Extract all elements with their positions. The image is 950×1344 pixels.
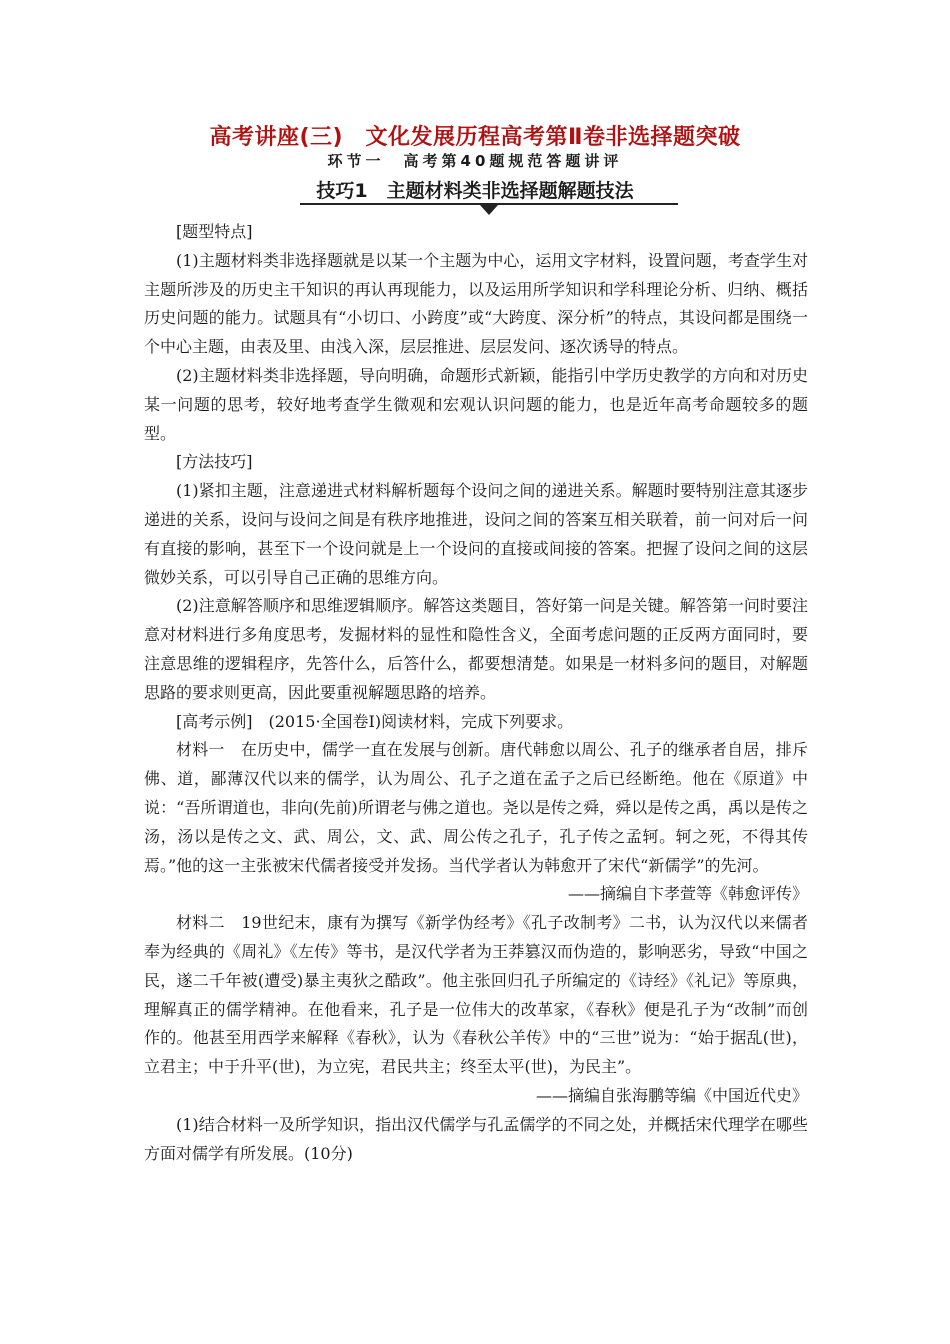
section-subtitle: 环节一 高考第40题规范答题讲评	[327, 152, 623, 170]
question-one: (1)结合材料一及所学知识，指出汉代儒学与孔孟儒学的不同之处，并概括宋代理学在哪些方面对儒学有所发展。(10分)	[144, 1114, 808, 1163]
material-one: 材料一 在历史中，儒学一直在发展与创新。唐代韩愈以周公、孔子的继承者自居，排斥佛、道，鄙薄汉代以来的儒学，认为周公、孔子之道在孟子之后已经断绝。他在《原道》中说：“吾所谓道也，非向(先前)所谓老与佛之道也。尧以是传之舜，舜以是传之禹，禹以是传之汤，汤以是传之文、武、周公，文、武、周公传之孔子，孔子传之孟轲。轲之死，不得其传焉。”他的这一主张被宋代儒者接受并发扬。当代学者认为韩愈开了宋代“新儒学”的先河。	[144, 740, 808, 875]
methods-paragraph-1: (1)紧扣主题，注意递进式材料解析题每个设问之间的递进关系。解题时要特别注意其逐步递进的关系，设问与设问之间是有秩序地推进，设问之间的答案互相关联着，前一问对后一问有直接的影响，甚至下一个设问就是上一个设问的直接或间接的答案。把握了设问之间的这层微妙关系，可以引导自己正确的思维方向。	[144, 481, 808, 587]
lecture-title: 高考讲座(三) 文化发展历程高考第Ⅱ卷非选择题突破	[209, 125, 741, 150]
features-heading: [题型特点]	[176, 222, 253, 241]
example-intro: [高考示例] (2015·全国卷Ⅰ)阅读材料，完成下列要求。	[176, 711, 574, 731]
material-two: 材料二 19世纪末，康有为撰写《新学伪经考》《孔子改制考》二书，认为汉代以来儒者奉为经典的《周礼》《左传》等书，是汉代学者为王莽篡汉而伪造的，影响恶劣，导致“中国之民，遂二千年被(遭受)暴主夷狄之酷政”。他主张回归孔子所编定的《诗经》《礼记》等原典，理解真正的儒学精神。在他看来，孔子是一位伟大的改革家，《春秋》便是孔子为“改制”而创作的。他甚至用西学来解释《春秋》，认为《春秋公羊传》中的“三世”说为：“始于据乱(世)，立君主；中于升平(世)，为立宪，君民共主；终至太平(世)，为民主”。	[144, 913, 808, 1077]
features-paragraph-2: (2)主题材料类非选择题，导向明确，命题形式新颖，能指引中学历史教学的方向和对历史某一问题的思考，较好地考查学生微观和宏观认识问题的能力，也是近年高考命题较多的题型。	[144, 365, 808, 443]
methods-paragraph-2: (2)注意解答顺序和思维逻辑顺序。解答这类题目，答好第一问是关键。解答第一问时要注意对材料进行多角度思考，发掘材料的显性和隐性含义，全面考虑问题的正反两方面同时，要注意思维的逻辑程序，先答什么，后答什么，都要想清楚。如果是一材料多问的题目，对解题思路的要求则更高，因此要重视解题思路的培养。	[144, 596, 808, 702]
material-one-source: ——摘编自卞孝萱等《韩愈评传》	[567, 884, 808, 904]
document-body	[144, 218, 808, 1168]
heading-triangle-icon	[480, 205, 498, 215]
material-two-source: ——摘编自张海鹏等编《中国近代史》	[535, 1085, 808, 1105]
features-paragraph-1: (1)主题材料类非选择题就是以某一个主题为中心，运用文字材料，设置问题，考查学生对主题所涉及的历史主干知识的再认再现能力，以及运用所学知识和学科理论分析、归纳、概括历史问题的能力。试题具有“小切口、小跨度”或“大跨度、深分析”的特点，其设问都是围绕一个中心主题，由表及里、由浅入深，层层推进、层层发问、逐次诱导的特点。	[144, 250, 808, 357]
skill-heading: 技巧1 主题材料类非选择题解题技法	[316, 180, 634, 202]
methods-heading: [方法技巧]	[176, 452, 253, 472]
